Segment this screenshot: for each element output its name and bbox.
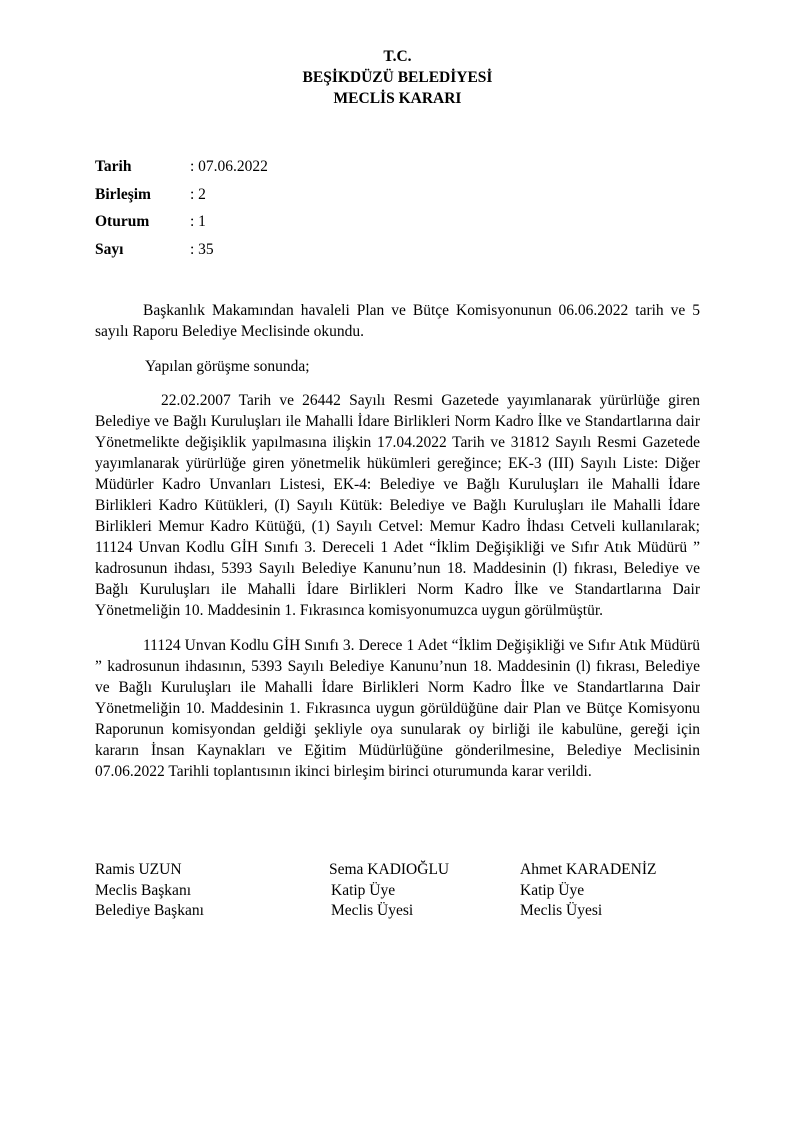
decision-body — [95, 300, 700, 796]
signatory-name: Ramis UZUN — [95, 861, 182, 878]
header-line-tc: T.C. — [383, 48, 412, 65]
header-line-title: MECLİS KARARI — [333, 90, 462, 107]
meta-value: : 1 — [190, 213, 206, 230]
header-line-municipality: BEŞİKDÜZÜ BELEDİYESİ — [302, 69, 493, 86]
meta-value: : 07.06.2022 — [190, 158, 268, 175]
signatory-role: Belediye Başkanı — [95, 902, 204, 919]
signatory-role: Meclis Üyesi — [520, 902, 603, 919]
signatory-role: Meclis Başkanı — [95, 881, 191, 899]
document-header — [95, 46, 700, 109]
meta-label: Tarih — [95, 158, 132, 175]
meta-row-session — [95, 184, 700, 212]
signature-clerk-2 — [520, 860, 656, 922]
body-paragraph-intro: Başkanlık Makamından havaleli Plan ve Bütçe Komisyonunun 06.06.2022 tarih ve 5 sayılı Raporu Belediye Meclisinde okundu. — [95, 302, 700, 340]
decision-metadata — [95, 156, 700, 266]
signatory-name: Ahmet KARADENİZ — [520, 861, 657, 878]
meta-label: Oturum — [95, 213, 150, 230]
meta-row-sitting — [95, 211, 700, 239]
meta-value: : 35 — [190, 240, 214, 258]
body-paragraph-discussion: Yapılan görüşme sonunda; — [145, 358, 310, 375]
meta-label: Birleşim — [95, 185, 151, 203]
meta-label: Sayı — [95, 240, 124, 258]
meta-row-date — [95, 156, 700, 184]
signature-chairman — [95, 860, 204, 922]
meta-value: : 2 — [190, 185, 206, 203]
signatory-role: Meclis Üyesi — [331, 902, 414, 919]
signatory-role: Katip Üye — [520, 881, 585, 899]
signatory-role: Katip Üye — [331, 881, 396, 899]
signatory-name: Sema KADIOĞLU — [329, 861, 450, 878]
signature-clerk-1 — [329, 860, 449, 922]
body-paragraph-regulation: 22.02.2007 Tarih ve 26442 Sayılı Resmi Gazetede yayımlanarak yürürlüğe giren Belediye ve Bağlı Kuruluşları ile Mahalli İdare Birlikleri Norm Kadro İlke ve Standartlarına dair Yönetmelikte değişiklik yapılmasına ilişkin 17.04.2022 Tarih ve 31812 Sayılı Resmi Gazetede yayımlanarak yürürlüğe giren yönetmelik hükümleri gereğince; EK-3 (III) Sayılı Liste: Diğer Müdürler Kadro Unvanları Listesi, EK-4: Belediye ve Bağlı Kuruluşları ile Mahalli İdare Birlikleri Kadro Kütükleri, (I) Sayılı Kütük: Belediye ve Bağlı Kuruluşları ile Mahalli İdare Birlikleri Memur Kadro Kütüğü, (1) Sayılı Cetvel: Memur Kadro İhdası Cetveli kullanılarak; 11124 Unvan Kodlu GİH Sınıfı 3. Dereceli 1 Adet “İklim Değişikliği ve Sıfır Atık Müdürü ” kadrosunun ihdası, 5393 Sayılı Belediye Kanunu’nun 18. Maddesinin (l) fıkrası, Belediye ve Bağlı Kuruluşları ile Mahalli İdare Birlikleri Norm Kadro İlke ve Standartlarına Dair Yönetmeliğin 10. Maddesinin 1. Fıkrasınca komisyonumuzca uygun görülmüştür. — [95, 392, 700, 619]
body-paragraph-decision: 11124 Unvan Kodlu GİH Sınıfı 3. Derece 1 Adet “İklim Değişikliği ve Sıfır Atık Müdürü ” kadrosunun ihdasının, 5393 Sayılı Belediye Kanunu’nun 18. Maddesinin (l) fıkrası, Belediye ve Bağlı Kuruluşları ile Mahalli İdare Birlikleri Norm Kadro İlke ve Standartlarına Dair Yönetmeliğin 10. Maddesinin 1. Fıkrasınca uygun görüldüğüne dair Plan ve Bütçe Komisyonu Raporunun komisyondan geldiği şekliyle oya sunularak oy birliği ile kabulüne, gereği için kararın İnsan Kaynakları ve Eğitim Müdürlüğüne gönderilmesine, Belediye Meclisinin 07.06.2022 Tarihli toplantısının ikinci birleşim birinci oturumunda karar verildi. — [95, 637, 700, 780]
meta-row-number — [95, 239, 700, 267]
